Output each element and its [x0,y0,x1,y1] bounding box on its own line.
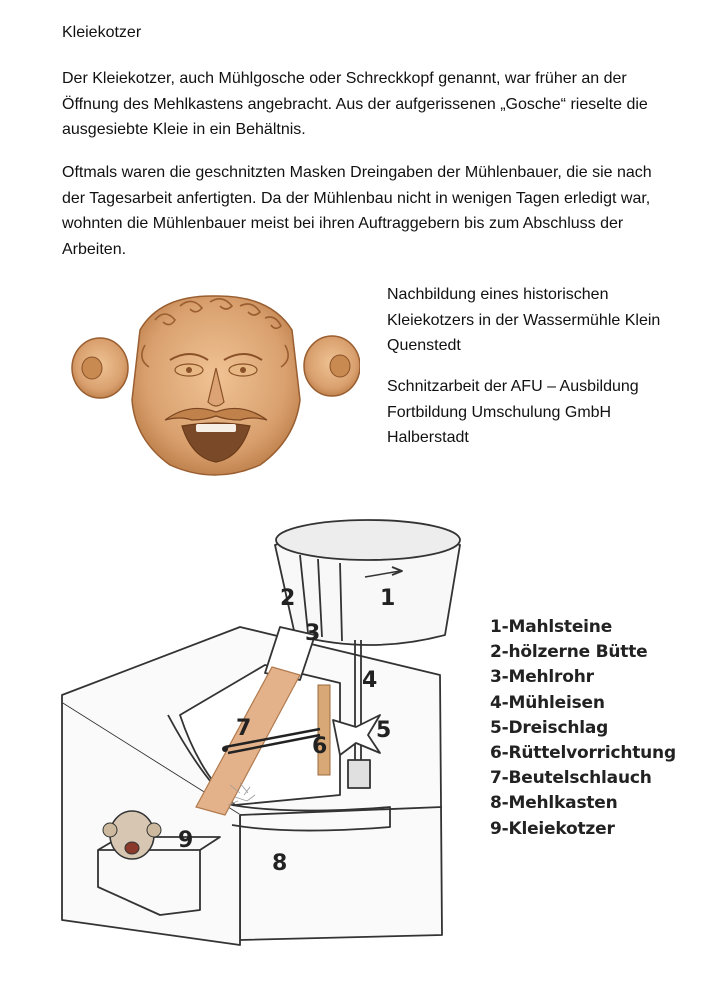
mill-diagram [50,515,480,955]
caption-replica: Nachbildung eines historischen Kleiekotzers in der Wassermühle Klein Quenstedt [387,286,661,354]
label-2: 2 [280,586,296,611]
page-title: Kleiekotzer [62,24,142,41]
legend-item: 7-Beutelschlauch [490,768,652,789]
paragraph-history: Oftmals waren die geschnitzten Masken Dreingaben der Mühlenbauer, die sie nach der Tagesarbeit anfertigten. Da der Mühlenbau nicht in wenigen Tagen erledigt war, wohnten die Mühlenbauer meist bei ihren Auftraggebern bis zum Abschluss der Arbeiten. [62,164,652,258]
label-5: 5 [376,718,392,743]
label-1: 1 [380,586,396,611]
legend-item: 9-Kleiekotzer [490,818,615,839]
label-3: 3 [305,621,321,646]
legend-item: 5-Dreischlag [490,717,609,738]
paragraph-intro: Der Kleiekotzer, auch Mühlgosche oder Schreckkopf genannt, war früher an der Öffnung des Mehlkastens angebracht. Aus der aufgerissenen „Gosche“ rieselte die ausgesiebte Kleie in ein Behältnis. [62,70,648,138]
legend-item: 1-Mahlsteine [490,617,613,637]
legend-item: 8-Mehlkasten [490,793,618,814]
legend-item: 2-hölzerne Bütte [490,642,648,663]
label-8: 8 [272,851,288,876]
label-4: 4 [362,668,378,693]
label-9: 9 [178,828,194,853]
label-7: 7 [236,716,252,741]
label-6: 6 [312,734,328,759]
diagram-legend [490,615,676,842]
legend-item: 4-Mühleisen [490,692,605,713]
legend-item: 6-Rüttelvorrichtung [490,743,676,764]
kleiekotzer-mask-image [70,290,360,485]
caption-credit: Schnitzarbeit der AFU – Ausbildung Fortbildung Umschulung GmbH Halberstadt [387,378,639,446]
legend-item: 3-Mehlrohr [490,667,594,688]
